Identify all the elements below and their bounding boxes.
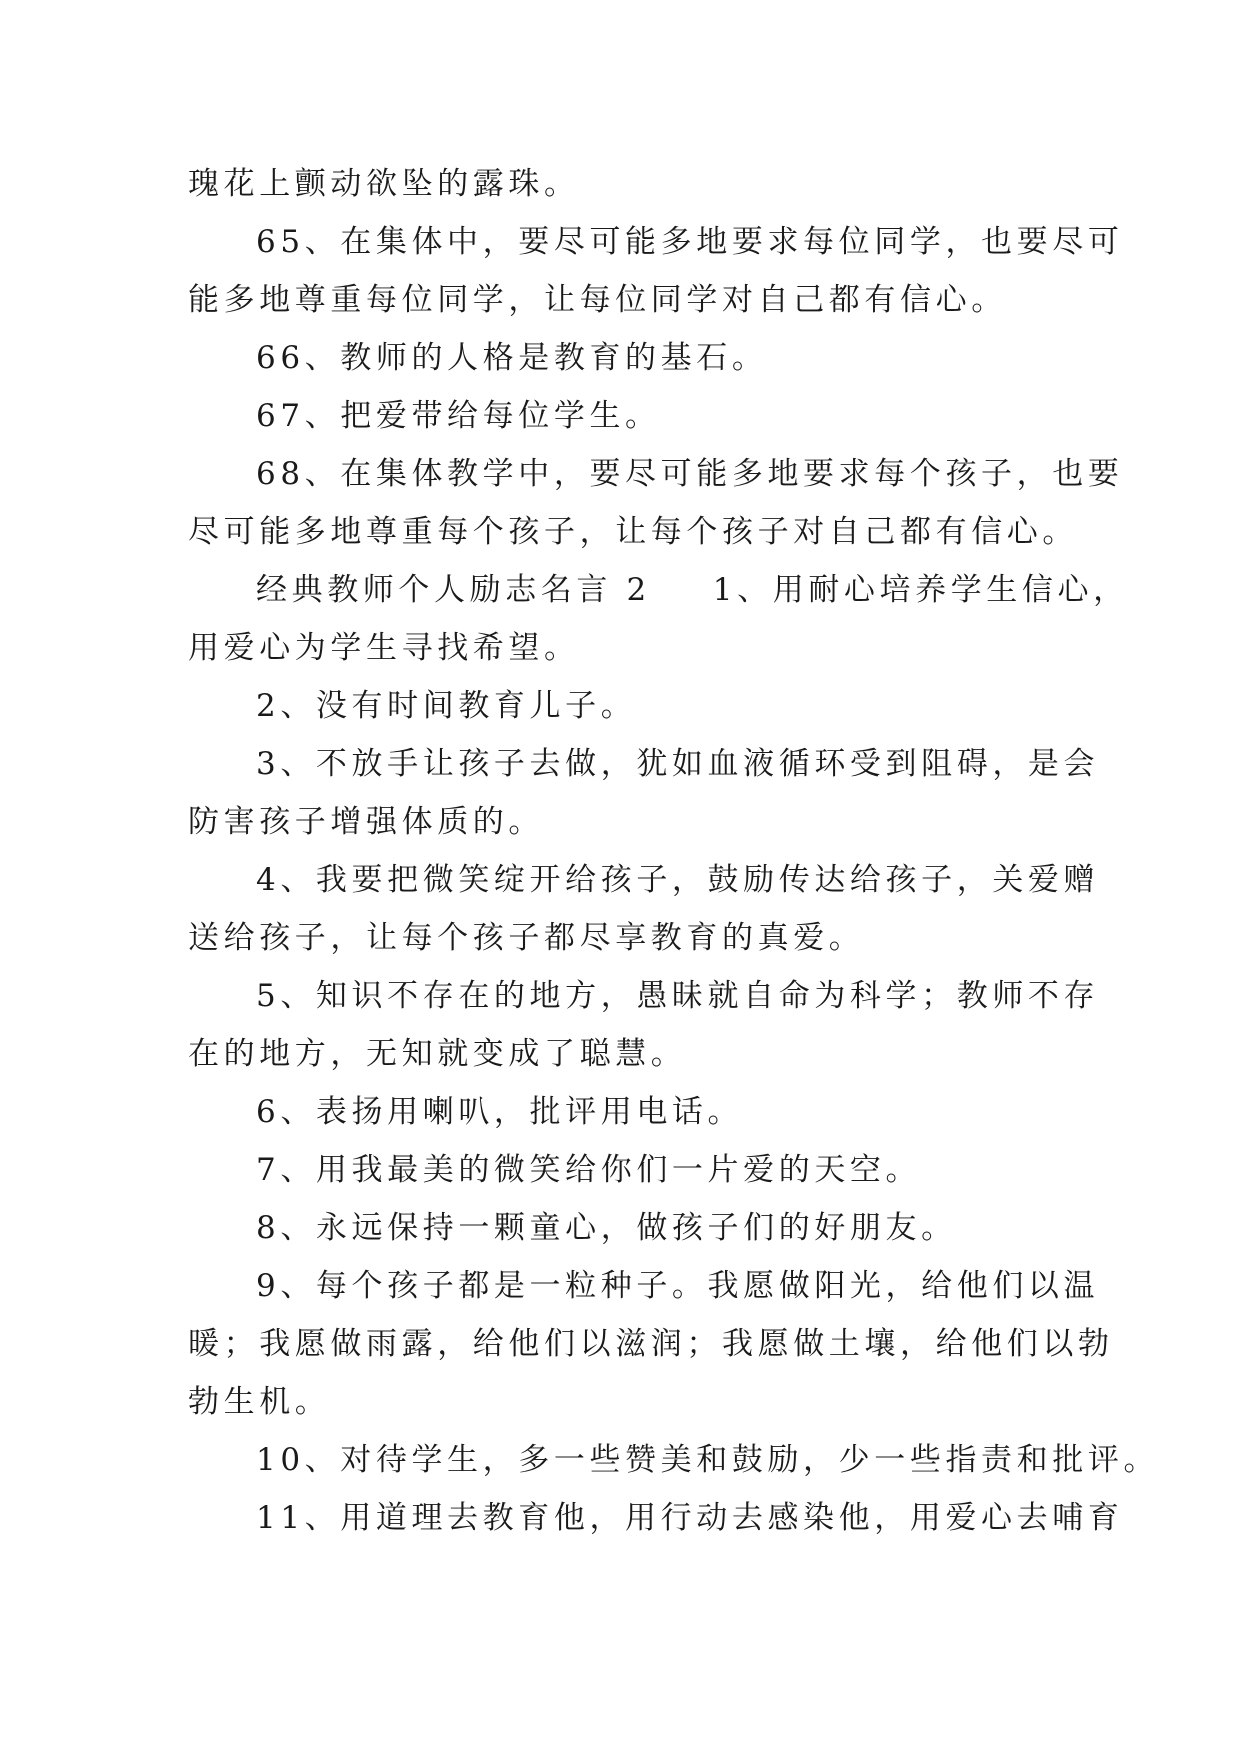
paragraph-line: 在的地方，无知就变成了聪慧。 — [188, 1036, 687, 1072]
paragraph-line: 9、每个孩子都是一粒种子。我愿做阳光，给他们以温 — [256, 1268, 1100, 1304]
paragraph-line: 67、把爱带给每位学生。 — [256, 398, 661, 434]
paragraph-line: 用爱心为学生寻找希望。 — [188, 630, 580, 666]
paragraph-line: 65、在集体中，要尽可能多地要求每位同学，也要尽可 — [256, 224, 1124, 260]
paragraph-line: 勃生机。 — [188, 1384, 331, 1420]
paragraph-line: 5、知识不存在的地方，愚昧就自命为科学；教师不存 — [256, 978, 1100, 1014]
section-heading-line — [188, 561, 1129, 619]
paragraph-line: 送给孩子，让每个孩子都尽享教育的真爱。 — [188, 920, 865, 956]
paragraph-line: 7、用我最美的微笑给你们一片爱的天空。 — [256, 1152, 922, 1188]
paragraph-line: 66、教师的人格是教育的基石。 — [256, 340, 768, 376]
paragraph-line: 瑰花上颤动欲坠的露珠。 — [188, 166, 580, 202]
paragraph-line: 11、用道理去教育他，用行动去感染他，用爱心去哺育 — [256, 1500, 1124, 1536]
paragraph-line: 3、不放手让孩子去做，犹如血液循环受到阻碍，是会 — [256, 746, 1100, 782]
document-body — [188, 155, 1160, 1547]
paragraph-line: 2、没有时间教育儿子。 — [256, 688, 637, 724]
paragraph-line: 68、在集体教学中，要尽可能多地要求每个孩子，也要 — [256, 456, 1124, 492]
paragraph-line: 暖；我愿做雨露，给他们以滋润；我愿做土壤，给他们以勃 — [188, 1326, 1114, 1362]
section-heading: 经典教师个人励志名言 2 — [256, 572, 651, 608]
paragraph-line: 10、对待学生，多一些赞美和鼓励，少一些指责和批评。 — [256, 1442, 1160, 1478]
paragraph-line: 防害孩子增强体质的。 — [188, 804, 544, 840]
paragraph-line: 8、永远保持一颗童心，做孩子们的好朋友。 — [256, 1210, 957, 1246]
paragraph-line: 6、表扬用喇叭，批评用电话。 — [256, 1094, 744, 1130]
paragraph-line: 能多地尊重每位同学，让每位同学对自己都有信心。 — [188, 282, 1007, 318]
paragraph-line: 尽可能多地尊重每个孩子，让每个孩子对自己都有信心。 — [188, 514, 1078, 550]
paragraph-line: 1、用耐心培养学生信心， — [712, 572, 1129, 608]
paragraph-line: 4、我要把微笑绽开给孩子，鼓励传达给孩子，关爱赠 — [256, 862, 1100, 898]
